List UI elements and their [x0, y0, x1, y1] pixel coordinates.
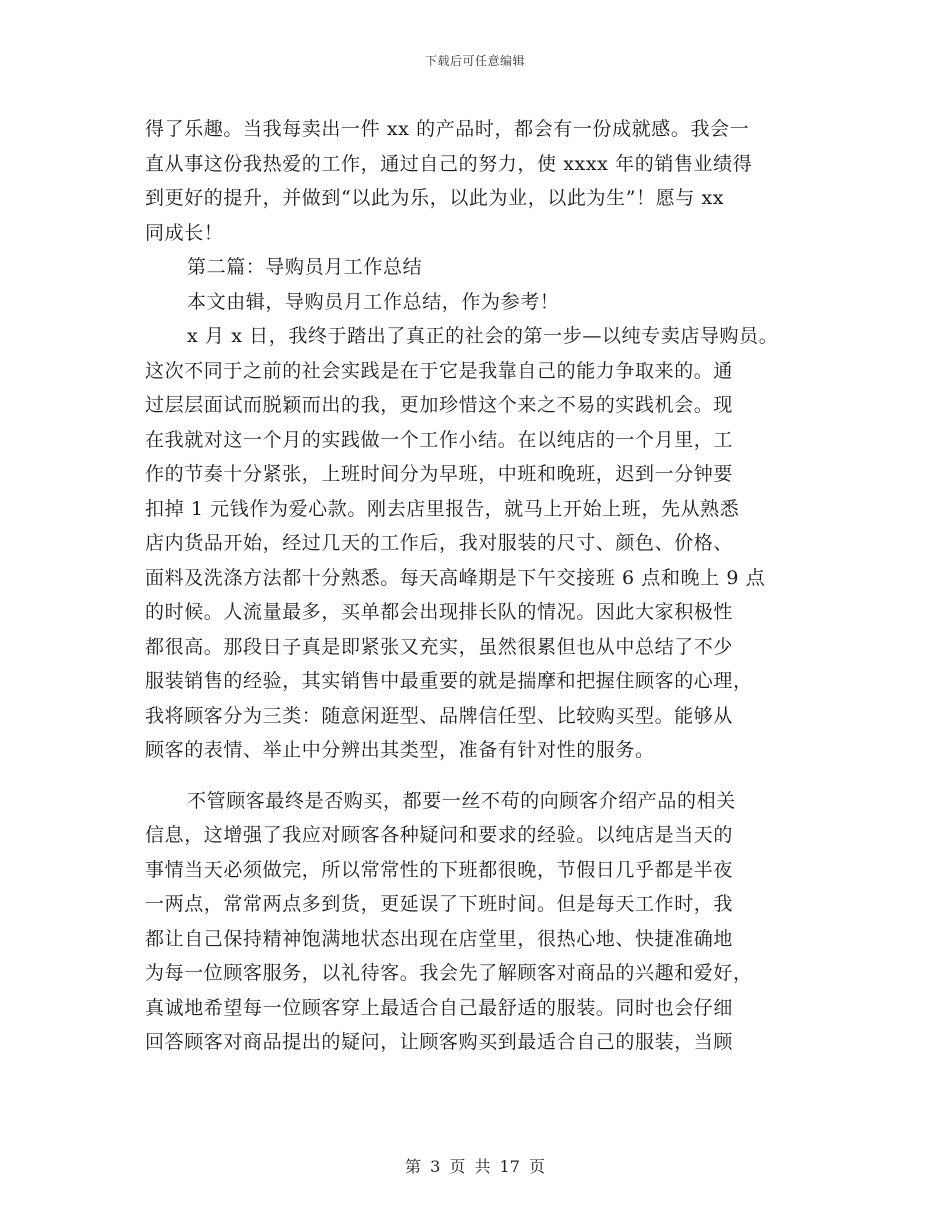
paragraph-line: 面料及洗涤方法都十分熟悉。每天高峰期是下午交接班 6 点和晚上 9 点 — [145, 566, 766, 589]
paragraph-line: 一两点，常常两点多到货，更延误了下班时间。但是每天工作时，我 — [145, 893, 734, 915]
paragraph-line: 在我就对这一个月的实践做一个工作小结。在以纯店的一个月里，工 — [145, 428, 734, 451]
paragraph-line: 都让自己保持精神饱满地状态出现在店堂里，很热心地、快捷准确地 — [145, 927, 734, 950]
paragraph-line: 信息，这增强了我应对顾客各种疑问和要求的经验。以纯店是当天的 — [145, 824, 734, 846]
paragraph-line: 都很高。那段日子真是即紧张又充实，虽然很累但也从中总结了不少 — [145, 635, 734, 658]
intro-line: 本文由辑，导购员月工作总结，作为参考！ — [187, 290, 560, 313]
paragraph-line: 得了乐趣。当我每卖出一件 xx 的产品时，都会有一份成就感。我会一 — [145, 118, 750, 140]
page-footer: 第 3 页 共 17 页 — [405, 1157, 545, 1176]
document-body — [145, 112, 825, 1060]
paragraph-line: 直从事这份我热爱的工作，通过自己的努力，使 xxxx 年的销售业绩得 — [145, 152, 753, 175]
page-header: 下载后可任意编辑 — [424, 54, 525, 68]
paragraph-line: 事情当天必须做完，所以常常性的下班都很晚，节假日几乎都是半夜 — [145, 858, 734, 881]
paragraph-line: 店内货品开始，经过几天的工作后，我对服装的尺寸、颜色、价格、 — [145, 532, 734, 554]
paragraph-line: 服装销售的经验，其实销售中最重要的就是揣摩和把握住顾客的心理， — [145, 670, 753, 692]
paragraph-gap — [145, 768, 825, 784]
paragraph-line: 到更好的提升，并做到“以此为乐，以此为业，以此为生”！愿与 xx — [145, 187, 725, 209]
paragraph-line: 这次不同于之前的社会实践是在于它是我靠自己的能力争取来的。通 — [145, 359, 734, 382]
paragraph-line: 真诚地希望每一位顾客穿上最适合自己最舒适的服装。同时也会仔细 — [145, 996, 734, 1019]
paragraph-line: 我将顾客分为三类：随意闲逛型、品牌信任型、比较购买型。能够从 — [145, 704, 734, 727]
paragraph-line: 的时候。人流量最多，买单都会出现排长队的情况。因此大家积极性 — [145, 601, 734, 623]
paragraph-line: x 月 x 日，我终于踏出了真正的社会的第一步—以纯专卖店导购员。 — [187, 325, 779, 347]
paragraph-line: 不管顾客最终是否购买，都要一丝不苟的向顾客介绍产品的相关 — [187, 789, 736, 812]
paragraph-line: 为每一位顾客服务，以礼待客。我会先了解顾客对商品的兴趣和爱好， — [145, 962, 753, 984]
paragraph-line: 扣掉 1 元钱作为爱心款。刚去店里报告，就马上开始上班，先从熟悉 — [145, 497, 740, 520]
paragraph-line: 同成长！ — [145, 221, 224, 244]
paragraph-line: 回答顾客对商品提出的疑问，让顾客购买到最适合自己的服装，当顾 — [145, 1031, 734, 1053]
paragraph-line: 顾客的表情、举止中分辨出其类型，准备有针对性的服务。 — [145, 739, 655, 761]
section-title: 第二篇：导购员月工作总结 — [187, 256, 423, 278]
paragraph-line: 作的节奏十分紧张，上班时间分为早班，中班和晚班，迟到一分钟要 — [145, 463, 734, 485]
paragraph-line: 过层层面试而脱颖而出的我，更加珍惜这个来之不易的实践机会。现 — [145, 394, 734, 416]
